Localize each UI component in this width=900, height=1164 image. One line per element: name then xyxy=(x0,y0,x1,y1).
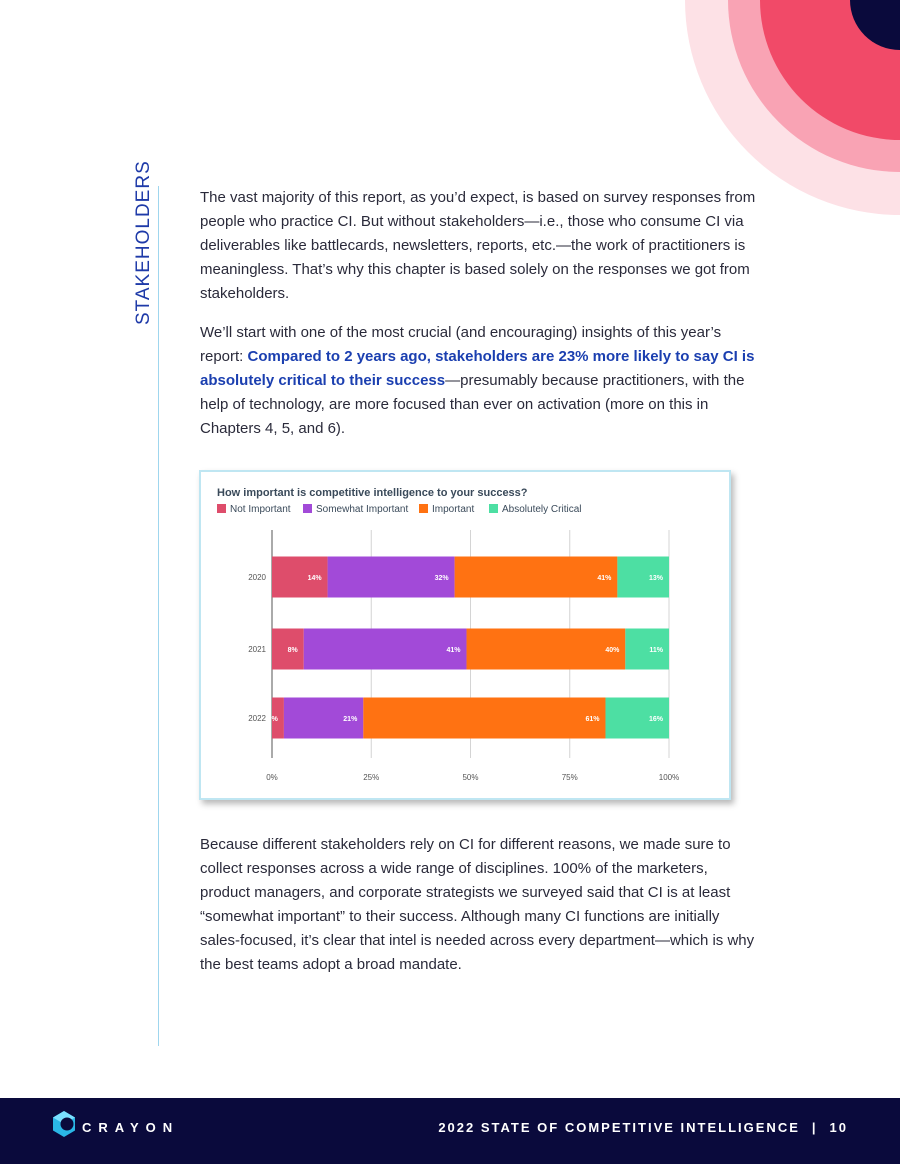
insight-paragraph xyxy=(200,321,760,441)
bar-segment xyxy=(363,698,605,739)
bar-segment xyxy=(455,557,618,598)
data-label: 8% xyxy=(287,647,298,654)
chart-card xyxy=(199,470,731,800)
legend-label: Absolutely Critical xyxy=(502,504,582,515)
data-label: 14% xyxy=(307,575,322,582)
section-rule xyxy=(158,186,159,1046)
insight-highlight: Compared to 2 years ago, stakeholders are 23% more likely to say CI is absolutely critical to their success xyxy=(200,348,755,389)
data-label: 32% xyxy=(434,575,449,582)
x-tick-label: 25% xyxy=(363,773,380,782)
data-label: 41% xyxy=(446,647,461,654)
data-label: 2% xyxy=(267,716,278,723)
legend-label: Not Important xyxy=(230,504,291,515)
data-label: 13% xyxy=(648,575,663,582)
data-label: 40% xyxy=(605,647,620,654)
footer-separator: | xyxy=(811,1120,818,1135)
disciplines-paragraph: Because different stakeholders rely on CI for different reasons, we made sure to collect responses across a wide range of disciplines. 100% of the marketers, product managers, and corporate strategists we surveyed said that CI is at least “somewhat important” to their success. Although many CI functions are initially sales-focused, it’s clear that intel is needed across every department—which is why the best teams adopt a broad mandate. xyxy=(200,836,755,973)
crayon-logo-icon xyxy=(50,1109,78,1139)
insight-text-after: —presumably because practitioners, with the help of technology, are more focused than ever on activation (more on this in Chapters 4, 5, and 6). xyxy=(200,372,745,437)
section-title-text: STAKEHOLDERS xyxy=(133,160,154,325)
report-title: 2022 STATE OF COMPETITIVE INTELLIGENCE xyxy=(438,1120,800,1135)
insight-text-before: We’ll start with one of the most crucial (and encouraging) insights of this year’s report: xyxy=(200,324,722,365)
bar-segment xyxy=(304,629,467,670)
y-tick-label: 2021 xyxy=(248,645,266,654)
x-tick-label: 100% xyxy=(658,773,680,782)
data-label: 16% xyxy=(648,716,663,723)
footer-report-info xyxy=(438,1120,848,1135)
section-title-vertical xyxy=(132,160,156,326)
legend-label: Somewhat Important xyxy=(316,504,409,515)
data-label: 21% xyxy=(343,716,358,723)
chart-title: How important is competitive intelligence to your success? xyxy=(217,487,528,499)
data-label: 41% xyxy=(597,575,612,582)
x-tick-label: 0% xyxy=(266,773,278,782)
data-label: 61% xyxy=(585,716,600,723)
page-number: 10 xyxy=(829,1120,848,1135)
logo-text: CRAYON xyxy=(82,1120,180,1135)
data-label: 11% xyxy=(649,647,663,654)
page-footer xyxy=(0,1098,900,1164)
intro-paragraph: The vast majority of this report, as you’d expect, is based on survey responses from people who practice CI. But without stakeholders—i.e., those who consume CI via deliverables like battlecards, newsletters, reports, etc.—the work of practitioners is meaningless. That’s why this chapter is based solely on the responses we got from stakeholders. xyxy=(200,189,756,302)
stacked-bar-chart xyxy=(201,472,729,798)
legend-label: Important xyxy=(432,504,475,515)
y-tick-label: 2022 xyxy=(248,714,266,723)
y-tick-label: 2020 xyxy=(248,573,266,582)
x-tick-label: 75% xyxy=(561,773,578,782)
bar-segment xyxy=(467,629,626,670)
x-tick-label: 50% xyxy=(462,773,479,782)
